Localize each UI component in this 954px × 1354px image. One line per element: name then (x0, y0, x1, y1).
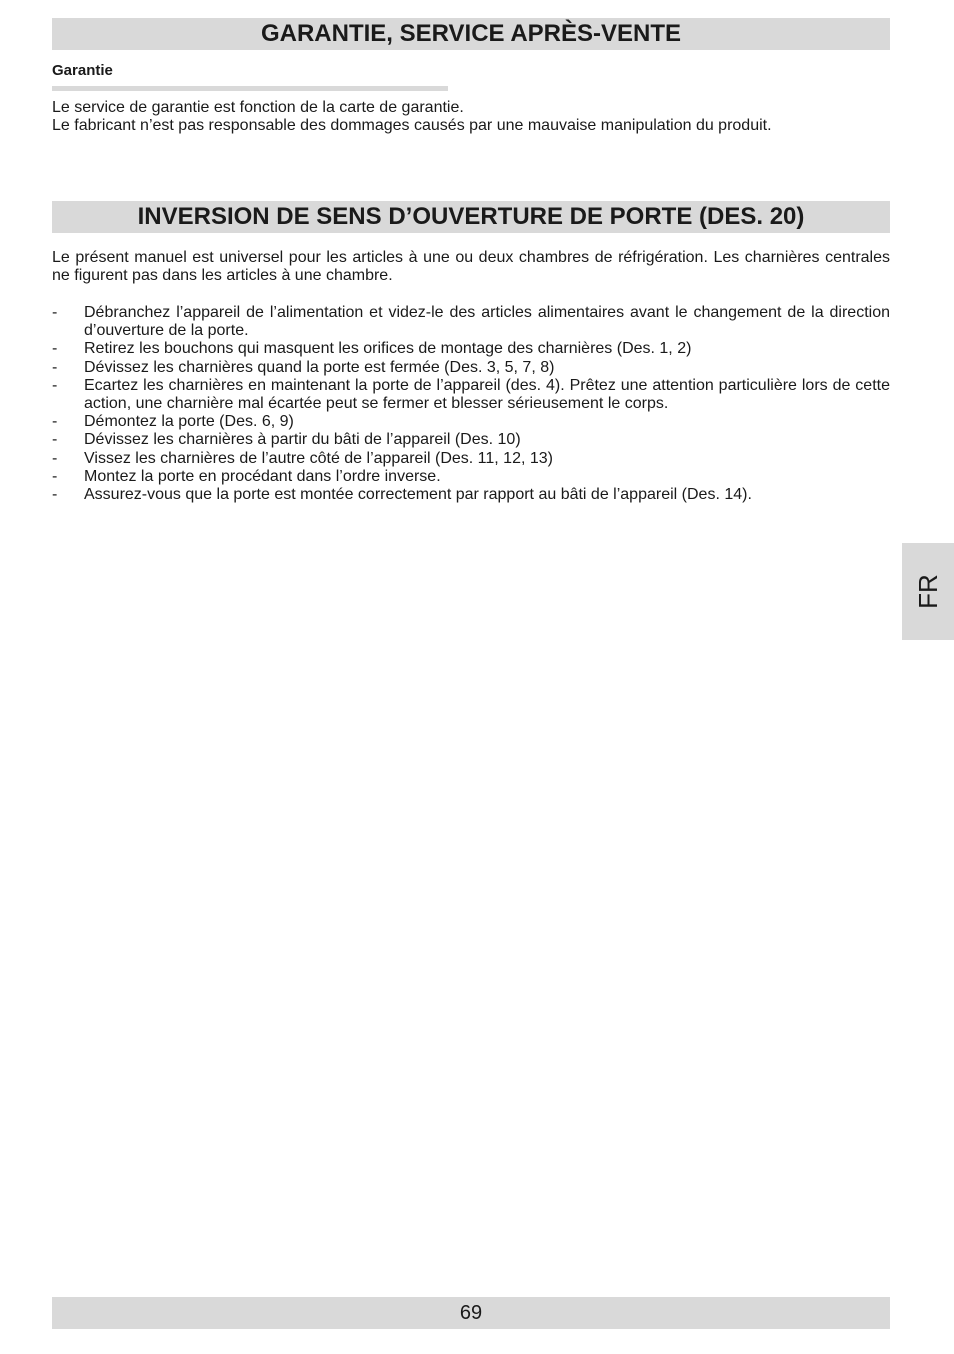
warranty-heading (52, 18, 890, 50)
warranty-line: Le service de garantie est fonction de la carte de garantie. (52, 99, 464, 116)
language-tab-label: FR (912, 574, 943, 609)
bullet-dash: - (52, 340, 58, 358)
step-text: Dévissez les charnières à partir du bâti de l’appareil (Des. 10) (84, 431, 521, 449)
door-reversal-heading-text: INVERSION DE SENS D’OUVERTURE DE PORTE (DES. 20) (137, 203, 805, 230)
list-item (52, 486, 890, 504)
bullet-dash: - (52, 431, 58, 449)
step-text: Vissez les charnières de l’autre côté de l’appareil (Des. 11, 12, 13) (84, 449, 553, 467)
door-reversal-intro (52, 249, 890, 285)
bullet-dash: - (52, 358, 58, 376)
list-item (52, 359, 890, 377)
step-text: Démontez la porte (Des. 6, 9) (84, 413, 294, 431)
step-text: Montez la porte en procédant dans l’ordre inverse. (84, 467, 441, 485)
bullet-dash: - (52, 413, 58, 431)
list-item (52, 431, 890, 449)
bullet-dash: - (52, 304, 58, 321)
bullet-dash: - (52, 467, 58, 485)
door-reversal-heading (52, 201, 890, 233)
warranty-heading-text: GARANTIE, SERVICE APRÈS-VENTE (260, 20, 682, 47)
warranty-text (52, 99, 890, 135)
warranty-line: Le fabricant n’est pas responsable des dommages causés par une mauvaise manipulation du produit. (52, 117, 772, 134)
list-item (52, 468, 890, 486)
step-text: Débranchez l’appareil de l’alimentation et videz-le des articles alimentaires avant le changement de la direction d’ouverture de la porte. (84, 304, 890, 340)
list-item (52, 413, 890, 431)
step-text: Assurez-vous que la porte est montée correctement par rapport au bâti de l’appareil (Des. 14). (84, 486, 752, 504)
door-reversal-steps (52, 304, 890, 504)
page-number: 69 (459, 1301, 483, 1324)
door-reversal-intro-text: Le présent manuel est universel pour les articles à une ou deux chambres de réfrigération. Les charnières centrales ne figurent pas dans les articles à une chambre. (52, 249, 890, 284)
bullet-dash: - (52, 486, 58, 504)
step-text: Dévissez les charnières quand la porte est fermée (Des. 3, 5, 7, 8) (84, 358, 555, 376)
step-text: Retirez les bouchons qui masquent les orifices de montage des charnières (Des. 1, 2) (84, 340, 692, 358)
bullet-dash: - (52, 449, 58, 467)
list-item (52, 340, 890, 358)
list-item (52, 304, 890, 340)
warranty-subheading: Garantie (52, 62, 113, 79)
page-footer (52, 1297, 890, 1329)
step-text: Ecartez les charnières en maintenant la porte de l’appareil (des. 4). Prêtez une attention particulière lors de cette action, une charnière mal écartée peut se fermer et blesser sérieusement le corps. (84, 376, 890, 413)
subheading-underline (52, 86, 448, 91)
list-item (52, 450, 890, 468)
list-item (52, 377, 890, 413)
language-tab (902, 543, 954, 640)
bullet-dash: - (52, 376, 58, 394)
